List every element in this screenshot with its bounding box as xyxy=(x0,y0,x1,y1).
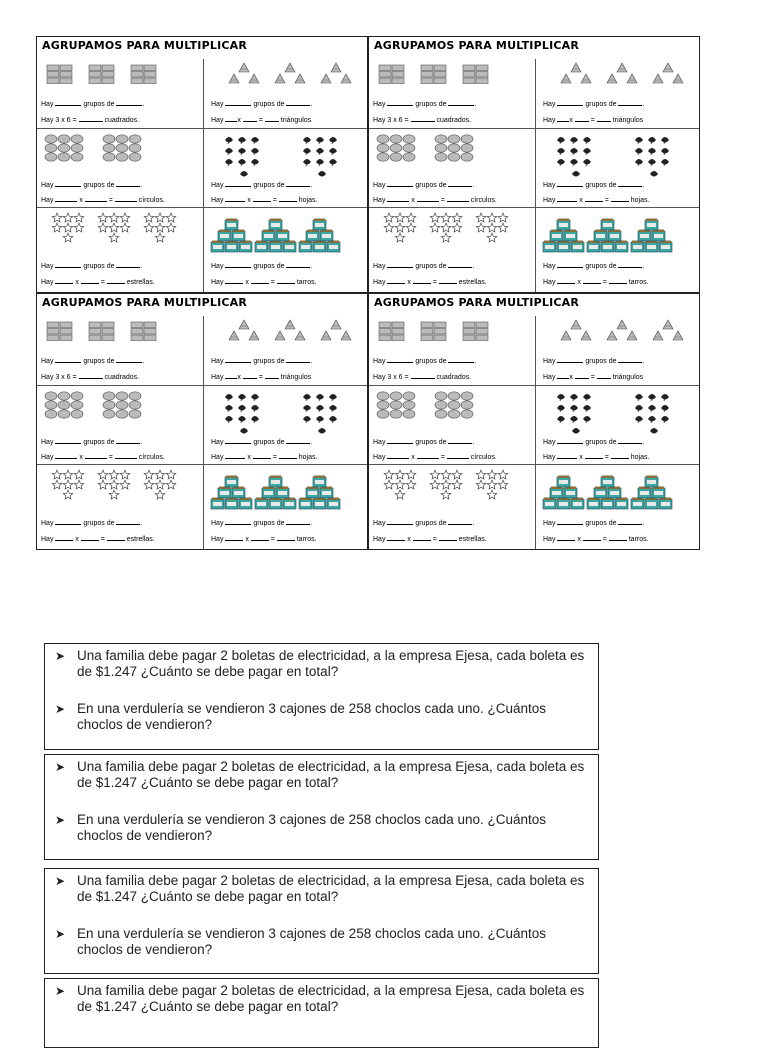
cell-squares: Hay grupos de . Hay 3 x 6 = cuadrados. xyxy=(369,59,535,128)
triangles-icon xyxy=(203,59,368,99)
problem-item: ➤ En una verdulería se vendieron 3 cajones de 258 choclos cada uno. ¿Cuántos choclos de vendieron? xyxy=(55,812,547,843)
arrow-bullet-icon: ➤ xyxy=(55,874,66,888)
cell-jars: Hay grupos de . Hay x = tarros. xyxy=(203,465,368,550)
star-icon xyxy=(37,208,203,248)
jar-icon xyxy=(203,208,368,254)
leaf-icon xyxy=(535,129,700,179)
problem-box-4 xyxy=(44,978,599,1048)
problem-item: ➤ En una verdulería se vendieron 3 cajones de 258 choclos cada uno. ¿Cuántos choclos de vendieron? xyxy=(55,701,547,732)
cell-stars: Hay grupos de . Hay x = estrellas. xyxy=(369,208,535,293)
worksheet-title: AGRUPAMOS PARA MULTIPLICAR xyxy=(42,39,248,52)
cell-circles: Hay grupos de . Hay x = círculos. xyxy=(369,386,535,464)
cell-circles: Hay grupos de . Hay x = círculos. xyxy=(369,129,535,207)
cell-squares: Hay grupos de . Hay 3 x 6 = cuadrados. xyxy=(369,316,535,385)
cell-triangles: Hay grupos de . Hay x = triángulos xyxy=(535,59,700,128)
jar-icon xyxy=(535,465,700,511)
arrow-bullet-icon: ➤ xyxy=(55,649,66,663)
worksheet-2 xyxy=(368,36,700,293)
worksheet-4 xyxy=(368,293,700,550)
circles-icon xyxy=(37,129,203,173)
star-icon xyxy=(369,208,535,248)
problem-box-2 xyxy=(44,754,599,860)
cell-triangles: Hay grupos de . Hay x = triángulos xyxy=(535,316,700,385)
cell-triangles: Hay grupos de . Hay x = triángulos xyxy=(203,59,368,128)
cell-stars: Hay grupos de . Hay x = estrellas. xyxy=(37,465,203,550)
triangles-icon xyxy=(535,316,700,356)
cell-squares: Hay grupos de . Hay 3 x 6 = cuadrados. xyxy=(37,59,203,128)
jar-icon xyxy=(203,465,368,511)
problem-box-1 xyxy=(44,643,599,750)
triangles-icon xyxy=(535,59,700,99)
triangles-icon xyxy=(203,316,368,356)
problem-box-3 xyxy=(44,868,599,974)
arrow-bullet-icon: ➤ xyxy=(55,760,66,774)
problem-item: ➤ Una familia debe pagar 2 boletas de electricidad, a la empresa Ejesa, cada boleta es de $1.247 ¿Cuánto se debe pagar en total? xyxy=(55,759,585,790)
cell-jars: Hay grupos de . Hay x = tarros. xyxy=(535,208,700,293)
squares-icon xyxy=(369,59,535,99)
leaf-icon xyxy=(535,386,700,436)
squares-icon xyxy=(369,316,535,356)
problem-item: ➤ Una familia debe pagar 2 boletas de electricidad, a la empresa Ejesa, cada boleta es de $1.247 ¿Cuánto se debe pagar en total? xyxy=(55,983,585,1014)
worksheet-title: AGRUPAMOS PARA MULTIPLICAR xyxy=(374,39,580,52)
problem-item: ➤ Una familia debe pagar 2 boletas de electricidad, a la empresa Ejesa, cada boleta es de $1.247 ¿Cuánto se debe pagar en total? xyxy=(55,873,585,904)
circles-icon xyxy=(369,386,535,430)
cell-stars: Hay grupos de . Hay x = estrellas. xyxy=(37,208,203,293)
cell-leaves: Hay grupos de . Hay x = hojas. xyxy=(203,386,368,464)
squares-icon xyxy=(37,316,203,356)
squares-icon xyxy=(37,59,203,99)
cell-leaves: Hay grupos de . Hay x = hojas. xyxy=(535,129,700,207)
cell-stars: Hay grupos de . Hay x = estrellas. xyxy=(369,465,535,550)
problem-item: ➤ Una familia debe pagar 2 boletas de electricidad, a la empresa Ejesa, cada boleta es de $1.247 ¿Cuánto se debe pagar en total? xyxy=(55,648,585,679)
cell-jars: Hay grupos de . Hay x = tarros. xyxy=(535,465,700,550)
worksheet-3 xyxy=(36,293,368,550)
cell-leaves: Hay grupos de . Hay x = hojas. xyxy=(203,129,368,207)
worksheet-1 xyxy=(36,36,368,293)
circles-icon xyxy=(37,386,203,430)
arrow-bullet-icon: ➤ xyxy=(55,702,66,716)
star-icon xyxy=(369,465,535,505)
cell-triangles: Hay grupos de . Hay x = triángulos xyxy=(203,316,368,385)
leaf-icon xyxy=(203,129,368,179)
leaf-icon xyxy=(203,386,368,436)
problem-item: ➤ En una verdulería se vendieron 3 cajones de 258 choclos cada uno. ¿Cuántos choclos de vendieron? xyxy=(55,926,547,957)
circles-icon xyxy=(369,129,535,173)
cell-circles: Hay grupos de . Hay x = círculos. xyxy=(37,129,203,207)
cell-leaves: Hay grupos de . Hay x = hojas. xyxy=(535,386,700,464)
arrow-bullet-icon: ➤ xyxy=(55,984,66,998)
cell-squares: Hay grupos de . Hay 3 x 6 = cuadrados. xyxy=(37,316,203,385)
arrow-bullet-icon: ➤ xyxy=(55,927,66,941)
worksheet-title: AGRUPAMOS PARA MULTIPLICAR xyxy=(42,296,248,309)
worksheet-title: AGRUPAMOS PARA MULTIPLICAR xyxy=(374,296,580,309)
worksheet-grid xyxy=(36,36,700,550)
star-icon xyxy=(37,465,203,505)
arrow-bullet-icon: ➤ xyxy=(55,813,66,827)
cell-circles: Hay grupos de . Hay x = círculos. xyxy=(37,386,203,464)
jar-icon xyxy=(535,208,700,254)
cell-jars: Hay grupos de . Hay x = tarros. xyxy=(203,208,368,293)
